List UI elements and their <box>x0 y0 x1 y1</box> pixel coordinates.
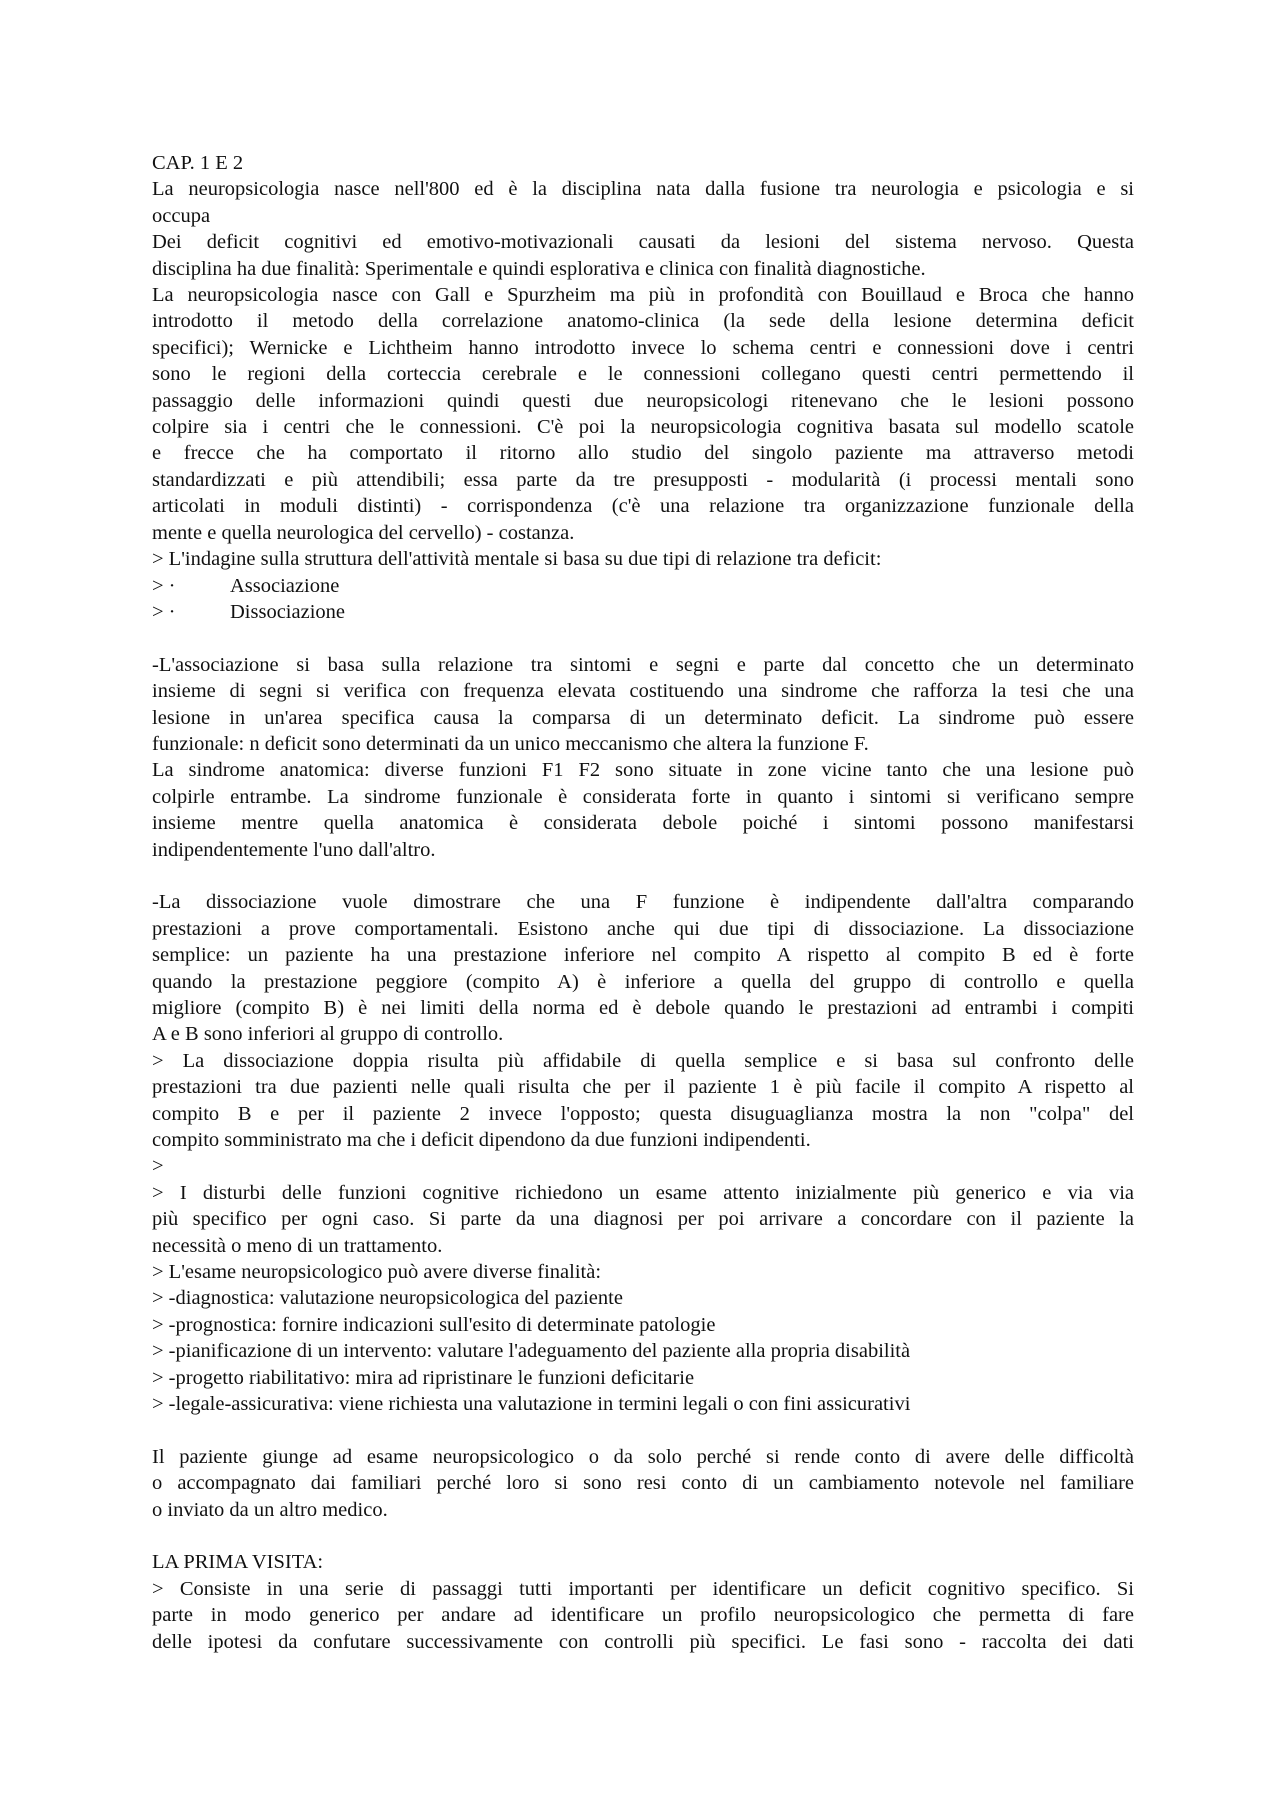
text-line: Il paziente giunge ad esame neuropsicologico o da solo perché si rende conto di avere delle difficoltà <box>152 1445 1134 1468</box>
text-line: parte in modo generico per andare ad identificare un profilo neuropsicologico che permetta di fare <box>152 1604 1134 1627</box>
text-line: compito B e per il paziente 2 invece l'opposto; questa disuguaglianza mostra la non "colpa" del <box>152 1102 1134 1125</box>
text-line: delle ipotesi da confutare successivamente con controlli più specifici. Le fasi sono - raccolta dei dati <box>152 1630 1134 1653</box>
text-line: > -prognostica: fornire indicazioni sull'esito di determinate patologie <box>152 1313 716 1336</box>
section-heading: LA PRIMA VISITA: <box>152 1551 324 1574</box>
text-line: A e B sono inferiori al gruppo di controllo. <box>152 1023 504 1046</box>
text-line: lesione in un'area specifica causa la comparsa di un determinato deficit. La sindrome può essere <box>152 706 1134 729</box>
text-line: > -progetto riabilitativo: mira ad ripristinare le funzioni deficitarie <box>152 1366 695 1389</box>
list-item <box>152 599 1134 625</box>
text-line: passaggio delle informazioni quindi questi due neuropsicologi ritenevano che le lesioni possono <box>152 389 1134 412</box>
text-line: Dei deficit cognitivi ed emotivo-motivazionali causati da lesioni del sistema nervoso. Questa <box>152 231 1134 254</box>
text-line: compito somministrato ma che i deficit dipendono da due funzioni indipendenti. <box>152 1129 811 1151</box>
text-line: > La dissociazione doppia risulta più affidabile di quella semplice e si basa sul confronto delle <box>152 1049 1134 1072</box>
blank-line <box>152 1523 1134 1549</box>
text-line: o accompagnato dai familiari perché loro si sono resi conto di un cambiamento notevole nel familiare <box>152 1472 1134 1495</box>
text-line: e frecce che ha comportato il ritorno allo studio del singolo paziente ma attraverso metodi <box>152 442 1134 465</box>
text-line: colpirle entrambe. La sindrome funzionale è considerata forte in quanto i sintomi si verificano sempre <box>152 785 1134 808</box>
text-line: > Consiste in una serie di passaggi tutti importanti per identificare un deficit cognitivo specifico. Si <box>152 1577 1134 1600</box>
text-line: prestazioni tra due pazienti nelle quali risulta che per il paziente 1 è più facile il compito A rispetto al <box>152 1076 1134 1099</box>
text-line: introdotto il metodo della correlazione anatomo-clinica (la sede della lesione determina deficit <box>152 310 1134 333</box>
text-line: occupa <box>152 204 211 227</box>
text-line: sono le regioni della corteccia cerebrale e le connessioni collegano questi centri permettendo il <box>152 363 1134 386</box>
text-line: migliore (compito B) è nei limiti della norma ed è debole quando le prestazioni ad entrambi i compiti <box>152 996 1134 1019</box>
text-line: o inviato da un altro medico. <box>152 1498 388 1521</box>
chapter-heading: CAP. 1 E 2 <box>152 152 244 174</box>
intro-section <box>152 176 1134 572</box>
text-line: La neuropsicologia nasce con Gall e Spurzheim ma più in profondità con Bouillaud e Broca che hanno <box>152 284 1134 307</box>
text-line: colpire sia i centri che le connessioni. C'è poi la neuropsicologia cognitiva basata sul modello scatole <box>152 416 1134 439</box>
text-line: > <box>152 1155 164 1178</box>
bullet-text: Associazione <box>230 574 340 597</box>
text-line: standardizzati e più attendibili; essa parte da tre presupposti - modularità (i processi mentali sono <box>152 468 1134 491</box>
list-item <box>152 573 1134 599</box>
text-line: insieme di segni si verifica con frequenza elevata costituendo una sindrome che rafforza la tesi che una <box>152 680 1134 703</box>
text-line: necessità o meno di un trattamento. <box>152 1234 443 1257</box>
bullet-list <box>152 573 1134 626</box>
text-line: più specifico per ogni caso. Si parte da una diagnosi per poi arrivare a concordare con il paziente la <box>152 1208 1134 1231</box>
text-line: > -diagnostica: valutazione neuropsicologica del paziente <box>152 1287 623 1310</box>
first-visit-section <box>152 1549 1134 1655</box>
bullet-text: Dissociazione <box>230 600 345 623</box>
association-section <box>152 652 1134 863</box>
text-line: disciplina ha due finalità: Sperimentale e quindi esplorativa e clinica con finalità diagnostiche. <box>152 257 926 280</box>
bullet-marker: > · <box>152 574 176 597</box>
text-line: insieme mentre quella anatomica è considerata debole poiché i sintomi possono manifestarsi <box>152 812 1134 835</box>
text-line: > L'esame neuropsicologico può avere diverse finalità: <box>152 1261 602 1284</box>
text-line: -L'associazione si basa sulla relazione tra sintomi e segni e parte dal concetto che un determinato <box>152 653 1134 676</box>
text-line: -La dissociazione vuole dimostrare che una F funzione è indipendente dall'altra comparando <box>152 891 1134 914</box>
text-line: semplice: un paziente ha una prestazione inferiore nel compito A rispetto al compito B ed è forte <box>152 944 1134 967</box>
dissociation-section <box>152 889 1134 1417</box>
text-line: quando la prestazione peggiore (compito A) è inferiore a quella del gruppo di controllo e quella <box>152 970 1134 993</box>
text-line: La sindrome anatomica: diverse funzioni F1 F2 sono situate in zone vicine tanto che una lesione può <box>152 759 1134 782</box>
blank-line <box>152 1417 1134 1443</box>
blank-line <box>152 863 1134 889</box>
text-line: La neuropsicologia nasce nell'800 ed è la disciplina nata dalla fusione tra neurologia e psicologia e si <box>152 178 1134 201</box>
text-line: > L'indagine sulla struttura dell'attività mentale si basa su due tipi di relazione tra deficit: <box>152 548 882 571</box>
text-line: > -legale-assicurativa: viene richiesta una valutazione in termini legali o con fini assicurativi <box>152 1393 911 1416</box>
bullet-marker: > · <box>152 600 176 623</box>
text-line: articolati in moduli distinti) - corrispondenza (c'è una relazione tra organizzazione funzionale della <box>152 495 1134 518</box>
patient-section <box>152 1444 1134 1523</box>
text-line: prestazioni a prove comportamentali. Esistono anche qui due tipi di dissociazione. La dissociazione <box>152 917 1134 940</box>
blank-line <box>152 625 1134 651</box>
text-line: > -pianificazione di un intervento: valutare l'adeguamento del paziente alla propria disabilità <box>152 1340 911 1363</box>
document-page <box>152 150 1134 1655</box>
text-line: indipendentemente l'uno dall'altro. <box>152 838 436 861</box>
text-line: funzionale: n deficit sono determinati da un unico meccanismo che altera la funzione F. <box>152 732 869 755</box>
text-line: mente e quella neurologica del cervello) - costanza. <box>152 521 575 544</box>
text-line: > I disturbi delle funzioni cognitive richiedono un esame attento inizialmente più generico e via via <box>152 1181 1134 1204</box>
text-line: specifici); Wernicke e Lichtheim hanno introdotto invece lo schema centri e connessioni dove i centri <box>152 336 1134 359</box>
